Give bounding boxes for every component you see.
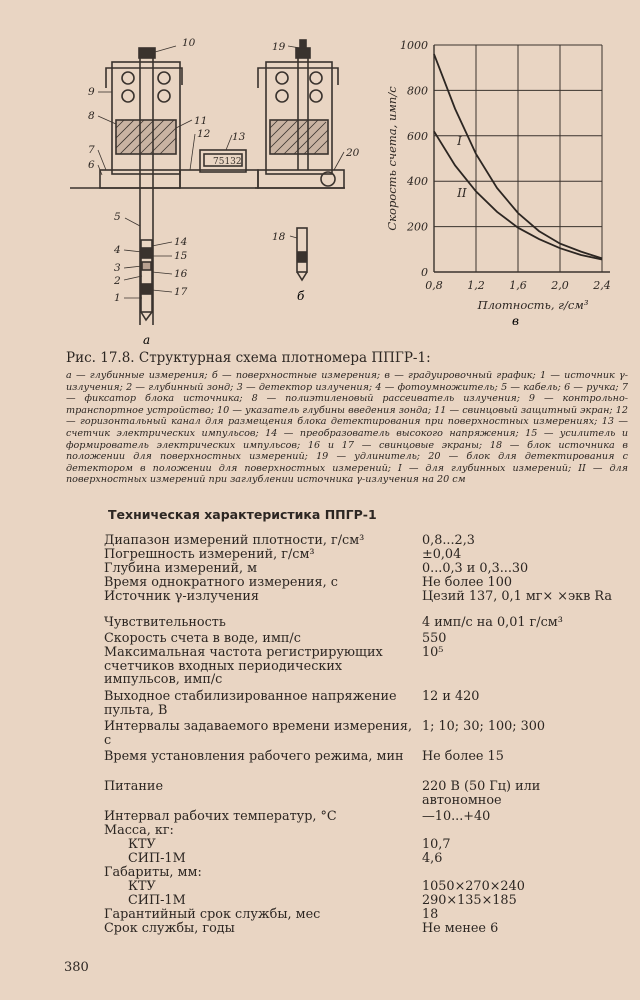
label-9: 9 — [88, 86, 95, 98]
label-15: 15 — [174, 250, 188, 262]
spec-label: Масса, кг: — [104, 823, 174, 838]
spec-value: 1050×270×240 — [422, 879, 525, 894]
label-14: 14 — [174, 236, 188, 248]
spec-value: 550 — [422, 631, 447, 646]
spec-value: 18 — [422, 907, 439, 922]
x-tick-label: 1,2 — [467, 279, 485, 292]
spec-label: Интервалы задаваемого времени измерения, с — [104, 719, 413, 748]
spec-label: Питание — [104, 779, 164, 794]
spec-value: 0...0,3 и 0,3...30 — [422, 561, 529, 576]
label-12: 12 — [197, 128, 211, 140]
label-18: 18 — [272, 231, 286, 243]
counter-display: 75132 — [213, 157, 242, 167]
label-11: 11 — [194, 115, 208, 127]
spec-value: 4 имп/с на 0,01 г/см³ — [422, 615, 563, 630]
label-13: 13 — [232, 131, 246, 143]
schematic-a — [98, 46, 258, 325]
label-7: 7 — [88, 144, 95, 156]
label-17: 17 — [174, 286, 188, 298]
spec-label: КТУ — [128, 879, 156, 894]
spec-value: 0,8...2,3 — [422, 533, 475, 548]
spec-label: Погрешность измерений, г/см³ — [104, 547, 315, 562]
label-4: 4 — [114, 244, 121, 256]
x-axis-label: Плотность, г/см³ — [477, 298, 589, 312]
label-3: 3 — [114, 262, 121, 274]
figure-legend: а — глубинные измерения; б — поверхностные измерения; в — градуировочный график; 1 — источник γ-излучения; 2 — глубинный зонд; 3 — детектор излучения; 4 — фотоумножитель; 5 — кабель; 6 — ручка; 7 — фиксатор блока источника; 8 — полиэтиленовый рассеиватель излучения; 9 — контрольно-транспортное устройство; 10 — указатель глубины введения зонда; 11 — свинцовый защитный экран; 12 — горизонтальный канал для размещения блока детектирования при поверхностных измерениях; 13 — счетчик электрических импульсов; 14 — преобразователь высокого напряжения; 15 — усилитель и формирователь электрических импульсов; 16 и 17 — свинцовые экраны; 18 — блок источника в положении для поверхностных измерений; 19 — удлинитель; 20 — блок для детектирования с детектором в положении для поверхностных измерений; I — для глубинных измерений; II — для поверхностных измерений при заглублении источника γ-излучения на 20 см — [66, 370, 628, 486]
y-axis-label: Скорость счета, имп/с — [385, 86, 399, 231]
spec-label: Глубина измерений, м — [104, 561, 258, 576]
y-tick-label: 600 — [407, 129, 428, 143]
spec-value: 12 и 420 — [422, 689, 480, 704]
spec-label: Габариты, мм: — [104, 865, 202, 880]
spec-value: Цезий 137, 0,1 мг× ×экв Ra — [422, 589, 612, 604]
x-tick-label: 2,0 — [551, 279, 569, 292]
spec-label: Диапазон измерений плотности, г/см³ — [104, 533, 365, 548]
spec-value: ±0,04 — [422, 547, 462, 562]
spec-value: 290×135×185 — [422, 893, 517, 908]
y-tick-label: 200 — [407, 220, 428, 234]
page-number: 380 — [64, 960, 89, 975]
x-tick-label: 2,4 — [593, 279, 611, 292]
spec-label: Скорость счета в воде, имп/с — [104, 631, 301, 646]
label-1: 1 — [114, 292, 121, 304]
x-tick-label: 1,6 — [509, 279, 527, 292]
series-label: I — [457, 133, 462, 148]
spec-value: —10...+40 — [422, 809, 491, 824]
schematic-b — [258, 40, 344, 280]
spec-label: Источник γ-излучения — [104, 589, 259, 604]
spec-label: КТУ — [128, 837, 156, 852]
spec-label: Время однократного измерения, с — [104, 575, 338, 590]
spec-label: Срок службы, годы — [104, 921, 235, 936]
label-20: 20 — [346, 147, 360, 159]
spec-value: 10⁵ — [422, 645, 444, 660]
spec-label: Максимальная частота регистрирующих счетчиков входных периодических импульсов, имп/с — [104, 645, 383, 687]
label-6: 6 — [88, 159, 95, 171]
spec-label: СИП-1М — [128, 893, 186, 908]
label-19: 19 — [272, 41, 286, 53]
y-tick-label: 400 — [407, 175, 428, 189]
spec-value: 1; 10; 30; 100; 300 — [422, 719, 546, 734]
panel-label-v: в — [512, 314, 519, 328]
spec-label: Интервал рабочих температур, °С — [104, 809, 337, 824]
label-10: 10 — [182, 37, 196, 49]
y-tick-label: 1000 — [400, 39, 428, 52]
panel-label-b: б — [297, 289, 305, 303]
spec-value: 4,6 — [422, 851, 443, 866]
chart-calibration — [385, 39, 611, 312]
spec-value: Не более 15 — [422, 749, 504, 764]
figure-17-8 — [0, 0, 640, 350]
spec-label: Выходное стабилизированное напряжение пульта, В — [104, 689, 397, 718]
spec-label: Чувствительность — [104, 615, 226, 630]
label-8: 8 — [88, 110, 95, 122]
spec-label: Время установления рабочего режима, мин — [104, 749, 404, 764]
y-tick-label: 0 — [421, 266, 428, 279]
spec-value: Не менее 6 — [422, 921, 499, 936]
label-5: 5 — [114, 211, 121, 223]
panel-label-a: а — [143, 333, 151, 347]
spec-value: Не более 100 — [422, 575, 512, 590]
spec-value: 220 В (50 Гц) или автономное — [422, 779, 541, 808]
series-label: II — [457, 186, 467, 201]
x-tick-label: 0,8 — [425, 279, 443, 292]
label-2: 2 — [114, 275, 121, 287]
spec-value: 10,7 — [422, 837, 451, 852]
y-tick-label: 800 — [407, 84, 428, 98]
spec-label: СИП-1М — [128, 851, 186, 866]
spec-label: Гарантийный срок службы, мес — [104, 907, 321, 922]
label-16: 16 — [174, 268, 188, 280]
spec-title: Техническая характеристика ППГР-1 — [108, 507, 377, 522]
figure-caption: Рис. 17.8. Структурная схема плотномера ППГР-1: — [66, 350, 431, 366]
